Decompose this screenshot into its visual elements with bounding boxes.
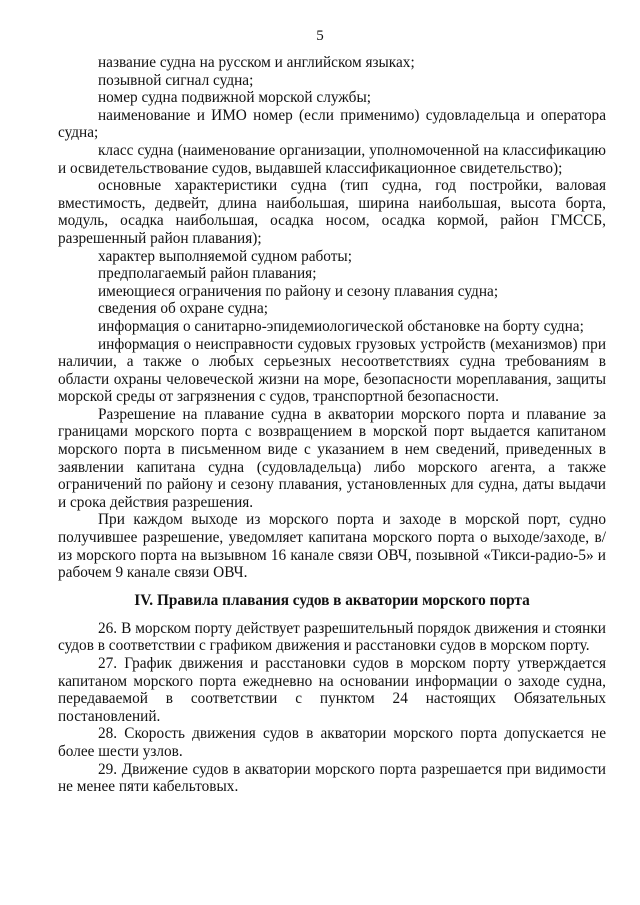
section-title: IV. Правила плавания судов в акватории морского порта bbox=[134, 591, 530, 609]
list-item: номер судна подвижной морской службы; bbox=[98, 89, 371, 107]
list-item: название судна на русском и английском языках; bbox=[98, 54, 415, 71]
clause-29: 29. Движение судов в акватории морского порта разрешается при видимости не менее пяти кабельтовых. bbox=[58, 760, 606, 796]
list-item: имеющиеся ограничения по району и сезону плавания судна; bbox=[98, 282, 499, 300]
list-item: характер выполняемой судном работы; bbox=[98, 247, 352, 265]
paragraph-notification: При каждом выходе из морского порта и заходе в морской порт, судно получившее разрешение, уведомляет капитана морского порта о выходе/заходе, в/из морского порта на вызывном 16 канале связи ОВЧ, позывной «Тикси-радио-5» и рабочем 9 канале связи ОВЧ. bbox=[58, 511, 606, 582]
clause-27: 27. График движения и расстановки судов в морском порту утверждается капитаном морского порта ежедневно на основании информации о заходе судна, передаваемой в соответствии с пунктом 24 настоящих Обязательных постановлений. bbox=[58, 655, 606, 725]
clause-28: 28. Скорость движения судов в акватории морского порта допускается не более шести узлов. bbox=[58, 725, 606, 760]
list-item: информация о неисправности судовых грузовых устройств (механизмов) при наличии, а также о любых серьезных несоответствиях судна требованиям в области охраны человеческой жизни на море, безопасности мореплавания, защиты морской среды от загрязнения с судов, транспортной безопасности. bbox=[58, 335, 606, 406]
list-item: предполагаемый район плавания; bbox=[98, 265, 317, 283]
list-item: позывной сигнал судна; bbox=[98, 71, 254, 89]
list-item: основные характеристики судна (тип судна, год постройки, валовая вместимость, дедвейт, длина наибольшая, ширина наибольшая, высота борта, модуль, осадка наибольшая, осадка носом, осадка кормой, район ГМССБ, разрешенный район плавания); bbox=[58, 177, 606, 247]
list-item: сведения об охране судна; bbox=[98, 300, 269, 318]
list-item: информация о санитарно-эпидемиологической обстановке на борту судна; bbox=[98, 317, 584, 335]
document-body bbox=[58, 54, 606, 796]
clause-26: 26. В морском порту действует разрешительный порядок движения и стоянки судов в соответствии с графиком движения и расстановки судов в морском порту. bbox=[58, 619, 606, 655]
list-item: наименование и ИМО номер (если применимо) судовладельца и оператора судна; bbox=[58, 106, 606, 142]
list-item: класс судна (наименование организации, уполномоченной на классификацию и освидетельствование судов, выдавшей классификационное свидетельство); bbox=[58, 141, 606, 177]
paragraph-permission: Разрешение на плавание судна в акватории морского порта и плавание за границами морского порта с возвращением в морской порт выдается капитаном морского порта в письменном виде с указанием в нем сведений, приведенных в заявлении капитана судна (судовладельца) либо морского агента, а также ограничений по району и сезону плавания, установленных для судна, даты выдачи и срока действия разрешения. bbox=[58, 405, 606, 511]
page-number: 5 bbox=[316, 28, 324, 44]
